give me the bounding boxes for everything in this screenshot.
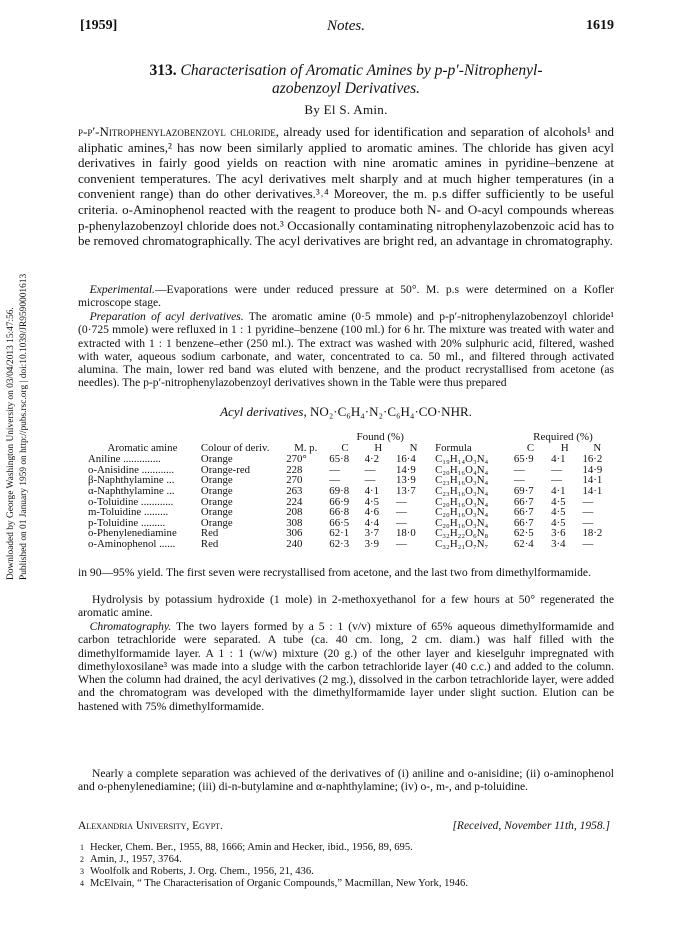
table-cell: 18·0 xyxy=(395,527,416,540)
table-cell: 4·1 xyxy=(551,453,566,466)
table-cell: o-Toluidine ............ xyxy=(88,495,174,508)
header-section: Notes. xyxy=(327,18,365,34)
table-cell: — xyxy=(395,506,407,519)
table-cell: 66·5 xyxy=(329,516,350,529)
table-cell: — xyxy=(582,537,594,550)
table-cell: Orange xyxy=(200,453,233,466)
table-cell: o-Anisidine ............ xyxy=(88,463,175,476)
column-header: Formula xyxy=(435,441,472,454)
header-page-number: 1619 xyxy=(586,18,614,33)
table-cell: 69·7 xyxy=(513,484,534,497)
table-cell: 66·8 xyxy=(329,506,350,519)
table-cell: 66·9 xyxy=(329,495,350,508)
table-cell: 69·8 xyxy=(329,484,350,497)
table-cell: 14·1 xyxy=(582,484,603,497)
required-group-header: Required (%) xyxy=(533,431,593,443)
download-notice: Downloaded by George Washington University on 03/04/2013 15:47:56. xyxy=(6,307,16,580)
experimental-paragraph xyxy=(78,283,614,310)
preparation-text: The aromatic amine (0·5 mmole) and p-p′-nitrophenylazobenzoyl chloride¹ (0·725 mmole) were refluxed in 1 : 1 pyridine–benzene (100 ml.) for 6 hr. The mixture was treated with water and extracted with 1 : 1 benzene–ether (250 ml.). The extract was washed with 20% sulphuric acid, filtered, washed with water, aqueous sodium carbonate, and water, concentrated to ca. 50 ml., and filtered through activated alumina. The main, lower red band was eluted with benzene, and the product recrystallised from acetone (as needles). The p-p′-nitrophenylazobenzoyl derivatives shown in the Table were thus prepared xyxy=(78,310,614,390)
title-line-1: Characterisation of Aromatic Amines by p-p′-Nitrophenyl- xyxy=(180,62,543,79)
download-watermark xyxy=(2,225,36,580)
table-cell: — xyxy=(582,495,594,508)
author-line: By El S. Amin. xyxy=(304,102,388,117)
table-cell: Aniline .............. xyxy=(88,453,161,466)
table-cell: 62·4 xyxy=(513,537,534,550)
table-cell: Orange xyxy=(200,516,233,529)
footnote xyxy=(80,842,610,854)
table-cell: 65·9 xyxy=(513,453,534,466)
table-cell: 62·1 xyxy=(329,527,350,540)
hydrolysis-paragraph: Hydrolysis by potassium hydroxide (1 mole) in 2-methoxyethanol for a few hours at 50° regenerated the aromatic amine. xyxy=(78,593,614,620)
table-cell: C₂₃H₁₆O₃N₄ xyxy=(435,474,489,487)
table-cell: 270° xyxy=(286,453,307,466)
column-header: Aromatic amine xyxy=(107,441,178,454)
table-cell: 65·8 xyxy=(329,453,350,466)
article-title xyxy=(78,62,614,98)
table-cell: Red xyxy=(200,527,219,540)
table-cell: 270 xyxy=(286,474,303,487)
table-cell: 308 xyxy=(286,516,303,529)
table-cell: C₂₀H₁₆O₃N₄ xyxy=(435,495,489,508)
table-cell: — xyxy=(395,495,407,508)
title-line-2: azobenzoyl Derivatives. xyxy=(271,80,421,97)
column-header: M. p. xyxy=(294,441,318,454)
table-cell: Red xyxy=(200,537,219,550)
table-cell: 4·2 xyxy=(364,453,380,466)
table-cell: α-Naphthylamine ... xyxy=(88,484,175,497)
table-cell: 62·3 xyxy=(329,537,350,550)
found-group-header: Found (%) xyxy=(356,431,404,443)
experimental-heading: Experimental. xyxy=(89,283,155,296)
table-cell: — xyxy=(551,463,562,476)
table-cell: 18·2 xyxy=(582,527,603,540)
table-cell: C₃₂H₂₁O₇N₇ xyxy=(435,537,489,550)
table-cell: — xyxy=(582,506,594,519)
table-row xyxy=(86,539,614,550)
table-cell: — xyxy=(513,474,525,487)
table-cell: 4·5 xyxy=(551,516,566,529)
table-cell: 3·6 xyxy=(551,527,566,540)
table-cell: 66·7 xyxy=(513,506,534,519)
column-header: H xyxy=(374,441,383,454)
table-cell: 4·4 xyxy=(364,516,380,529)
footnote-text: Woolfolk and Roberts, J. Org. Chem., 1956, 21, 436. xyxy=(90,866,314,877)
preparation-paragraph xyxy=(78,310,614,390)
table-cell: 240 xyxy=(286,537,303,550)
acyl-derivatives-table xyxy=(86,432,614,550)
table-cell: — xyxy=(364,474,376,487)
footnote-text: Amin, J., 1957, 3764. xyxy=(90,854,182,865)
table-cell: 228 xyxy=(286,463,303,476)
yield-paragraph: in 90—95% yield. The first seven were recrystallised from acetone, and the last two from dimethylformamide. xyxy=(78,566,591,579)
table-cell: 4·5 xyxy=(364,495,380,508)
experimental-text: —Evaporations were under reduced pressure at 50°. M. p.s were determined on a Kofler microscope stage. xyxy=(78,283,614,310)
table-cell: 263 xyxy=(286,484,303,497)
separation-paragraph: Nearly a complete separation was achieved of the derivatives of (i) aniline and o-anisidine; (ii) o-aminophenol and o-phenylenediamine; (iii) di-n-butylamine and α-naphthylamine; (iv) o-, m-, and p-toluidine. xyxy=(78,767,614,794)
table-cell: p-Toluidine ......... xyxy=(88,516,166,529)
table-cell: 306 xyxy=(286,527,303,540)
table-cell: Orange-red xyxy=(200,463,251,476)
table-cell: C₂₃H₁₆O₃N₄ xyxy=(435,484,489,497)
footnote xyxy=(80,854,610,866)
table-cell: 4·1 xyxy=(551,484,566,497)
table-cell: 14·1 xyxy=(582,474,603,487)
article-number: 313. xyxy=(149,62,177,79)
table-header-row xyxy=(86,443,614,455)
table-cell: 4·1 xyxy=(364,484,380,497)
table-cell: o-Phenylenediamine xyxy=(88,527,177,540)
footnote-number: 3 xyxy=(80,867,84,876)
table-row xyxy=(86,507,614,518)
table-cell: β-Naphthylamine ... xyxy=(88,474,175,487)
table-cell: — xyxy=(582,516,594,529)
received-date: [Received, November 11th, 1958.] xyxy=(452,820,610,832)
table-cell: o-Aminophenol ...... xyxy=(88,537,176,550)
footnote-number: 4 xyxy=(80,879,84,888)
running-header xyxy=(78,18,614,38)
table-cell: Orange xyxy=(200,474,233,487)
table-cell: 16·4 xyxy=(395,453,416,466)
header-year: [1959] xyxy=(80,18,118,33)
chromatography-paragraph xyxy=(78,620,614,713)
table-cell: m-Toluidine ......... xyxy=(88,506,169,519)
table-cell: 66·7 xyxy=(513,495,534,508)
table-cell: 16·2 xyxy=(582,453,603,466)
column-header: N xyxy=(409,441,418,454)
table-cell: C₂₀H₁₆O₄N₄ xyxy=(435,463,489,476)
footnote xyxy=(80,878,610,890)
table-cell: Orange xyxy=(200,506,233,519)
column-header: N xyxy=(593,441,602,454)
table-cell: 62·5 xyxy=(513,527,534,540)
footnote-text: Hecker, Chem. Ber., 1955, 88, 1666; Amin and Hecker, ibid., 1956, 89, 695. xyxy=(90,842,413,853)
affiliation-line xyxy=(78,820,614,832)
table-cell: 224 xyxy=(286,495,303,508)
column-header: C xyxy=(526,441,535,454)
table-cell: — xyxy=(329,463,341,476)
table-cell: — xyxy=(395,516,407,529)
table-cell: 4·6 xyxy=(364,506,380,519)
table-cell: 4·5 xyxy=(551,495,566,508)
table-cell: 13·9 xyxy=(395,474,416,487)
intro-paragraph xyxy=(78,124,614,249)
table-cell: 3·7 xyxy=(364,527,380,540)
table-cell: 3·9 xyxy=(364,537,380,550)
table-cell: C₁₉H₁₄O₃N₄ xyxy=(435,453,489,466)
table-cell: — xyxy=(513,463,525,476)
table-cell: 14·9 xyxy=(395,463,416,476)
column-header: H xyxy=(560,441,569,454)
table-cell: C₂₀H₁₆O₃N₄ xyxy=(435,516,489,529)
table-cell: Orange xyxy=(200,484,233,497)
preparation-heading: Preparation of acyl derivatives. xyxy=(89,310,244,323)
table-cell: 208 xyxy=(286,506,303,519)
table-cell: 66·7 xyxy=(513,516,534,529)
table-cell: — xyxy=(364,463,376,476)
affiliation: Alexandria University, Egypt. xyxy=(78,820,223,832)
column-header: Colour of deriv. xyxy=(200,441,270,454)
intro-text: already used for identification and separation of alcohols¹ and aliphatic amines,² has now been similarly applied to aromatic amines. The chloride has given acyl derivatives in fairly good yields on reaction with nine aromatic amines in pyridine–benzene at convenient temperatures. The acyl derivatives melt sharply and at much higher temperatures (in a convenient range) than do other derivatives.³˒⁴ Moreover, the m. p.s differ sufficiently to be useful criteria. o-Aminophenol reacted with the reagent to produce both N- and O-acyl compounds whereas p-phenylazobenzoyl chloride does not.³ Occasionally contaminating nitrophenylazobenzoic acid has to be removed chromatographically. The acyl derivatives are bright red, an advantage in chromatography. xyxy=(78,124,614,249)
chromatography-text: The two layers formed by a 5 : 1 (v/v) mixture of 65% aqueous dimethylformamide and carbon tetrachloride were separated. A tube (ca. 40 cm. long, 2 cm. diam.) was half filled with the dimethylformamide layer. A 1 : 1 (w/w) mixture (20 g.) of the other layer and kieselguhr impregnated with dimethyloxosilane³ was made into a sludge with the carbon tetrachloride layer (40 c.c.) and added to the column. When the column had drained, the acyl derivatives (2 mg.), dissolved in the carbon tetrachloride layer, were added and the chromatogram was developed with the dimethylformamide layer under slight suction. Elution can be hastened with 75% dimethylformamide. xyxy=(78,620,614,713)
chromatography-heading: Chromatography. xyxy=(89,620,172,633)
intro-lead: p-p′-Nitrophenylazobenzoyl chloride, xyxy=(78,124,280,139)
table-cell: — xyxy=(329,474,341,487)
footnote-number: 1 xyxy=(80,843,84,852)
table-cell: C₂₀H₁₆O₃N₄ xyxy=(435,506,489,519)
table-caption: Acyl derivatives, NO₂·C₆H₄·N₂·C₆H₄·CO·NHR. xyxy=(220,404,472,419)
footnote-number: 2 xyxy=(80,855,84,864)
table-cell: Orange xyxy=(200,495,233,508)
table-cell: 14·9 xyxy=(582,463,603,476)
table-cell: — xyxy=(395,537,407,550)
publication-notice: Published on 01 January 1959 on http://pubs.rsc.org | doi:10.1039/JR9590001613 xyxy=(19,273,29,580)
table-row xyxy=(86,486,614,497)
table-cell: 3·4 xyxy=(551,537,566,550)
table-cell: C₃₂H₂₂O₆N₈ xyxy=(435,527,489,540)
footnote-text: McElvain, “ The Characterisation of Organic Compounds,” Macmillan, New York, 1946. xyxy=(90,878,468,889)
footnote xyxy=(80,866,610,878)
table-cell: — xyxy=(551,474,562,487)
table-cell: 13·7 xyxy=(395,484,416,497)
table-cell: 4·5 xyxy=(551,506,566,519)
column-header: C xyxy=(341,441,349,454)
